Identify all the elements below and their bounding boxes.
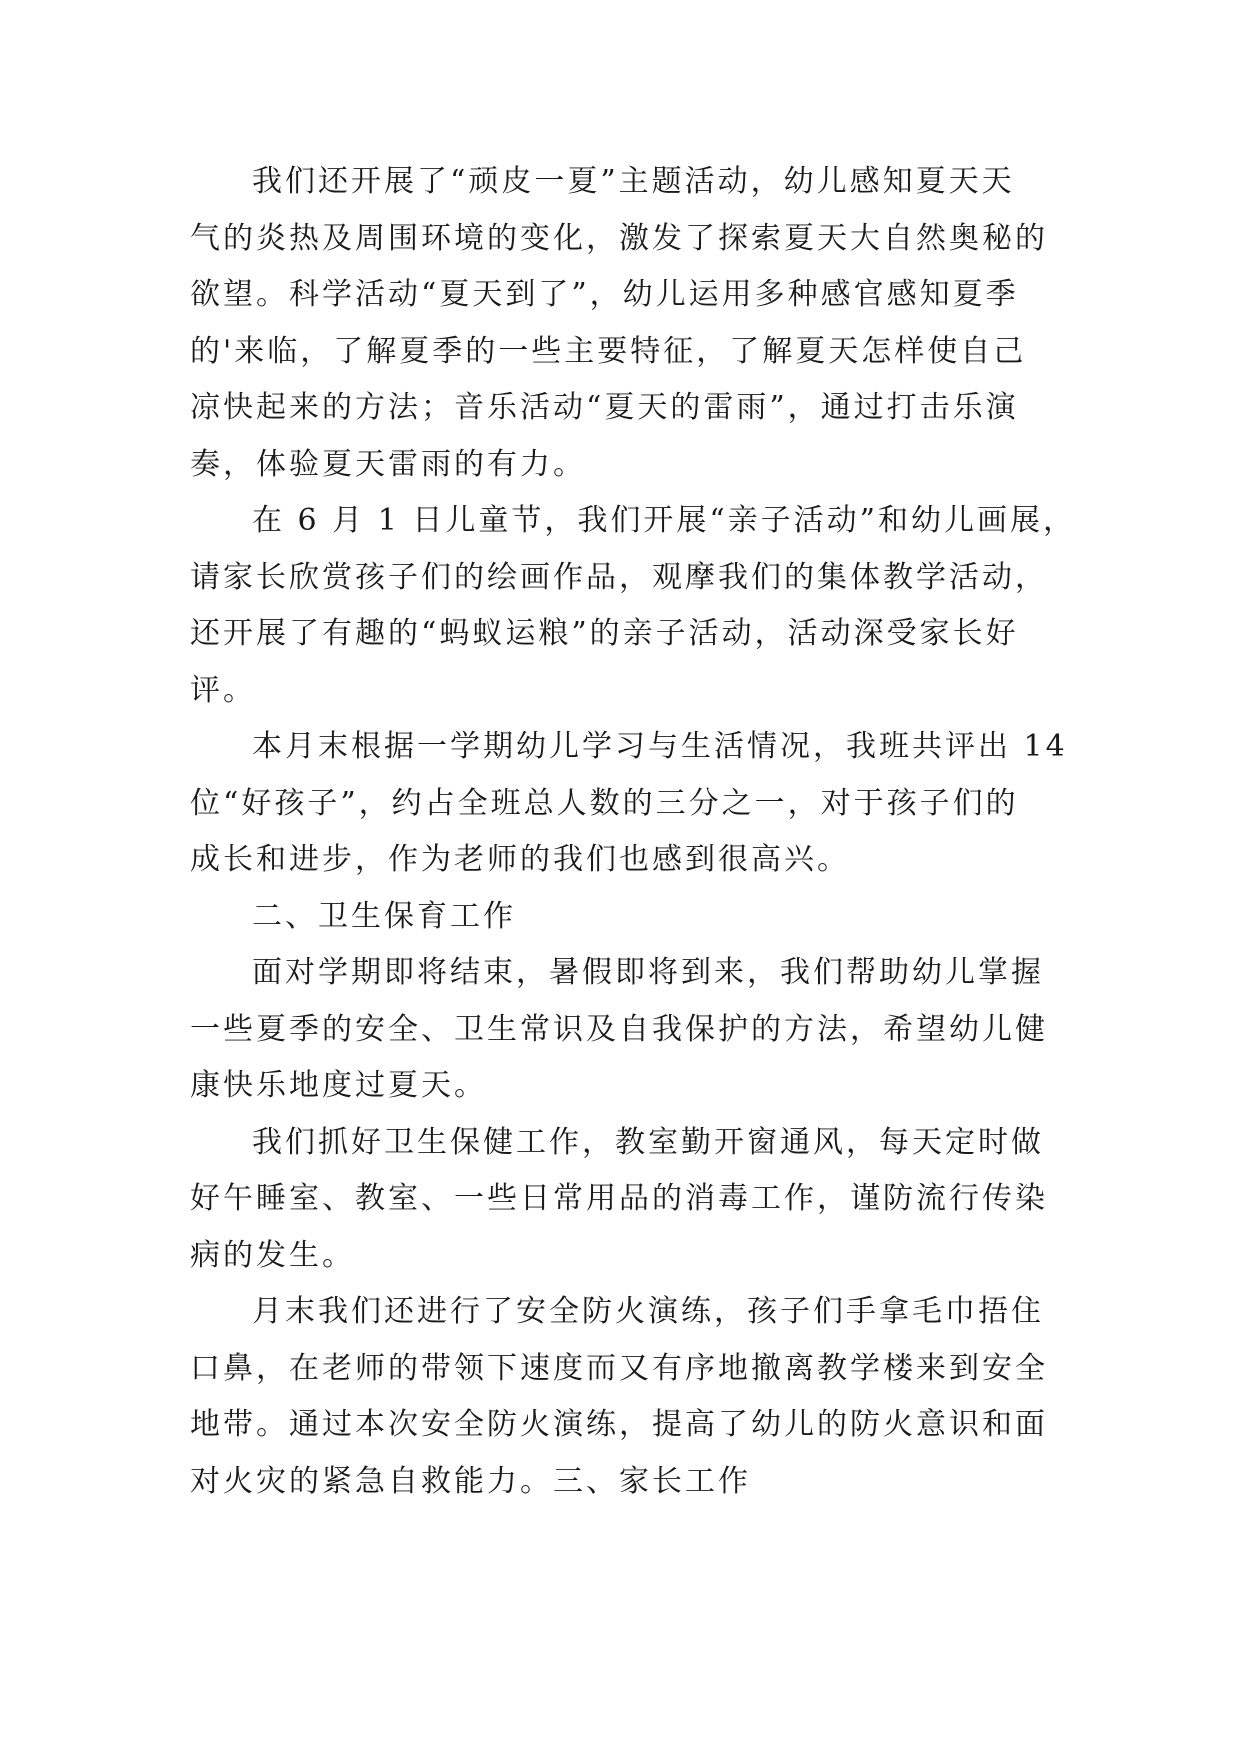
text-line: 奏，体验夏天雷雨的有力。 <box>190 446 586 482</box>
document-body <box>190 154 1076 1510</box>
text-line: 请家长欣赏孩子们的绘画作品，观摩我们的集体教学活动， <box>190 559 1048 595</box>
text-line: 我们还开展了“顽皮一夏”主题活动，幼儿感知夏天天 <box>252 164 1015 199</box>
text-line: 本月末根据一学期幼儿学习与生活情况，我班共评出 14 <box>252 729 1068 764</box>
text-line: 好午睡室、教室、一些日常用品的消毒工作，谨防流行传染 <box>190 1181 1048 1216</box>
text-line: 成长和进步，作为老师的我们也感到很高兴。 <box>190 842 850 877</box>
text-line: 对火灾的紧急自救能力。三、家长工作 <box>190 1463 751 1499</box>
text-line: 的'来临，了解夏季的一些主要特征，了解夏天怎样使自己 <box>190 333 1027 369</box>
text-line: 凉快起来的方法；音乐活动“夏天的雷雨”，通过打击乐演 <box>190 390 1019 425</box>
text-line: 气的炎热及周围环境的变化，激发了探索夏天大自然奥秘的 <box>190 220 1048 256</box>
text-line: 位“好孩子”，约占全班总人数的三分之一，对于孩子们的 <box>190 785 1019 821</box>
text-line: 口鼻，在老师的带领下速度而又有序地撤离教学楼来到安全 <box>190 1350 1048 1386</box>
text-line: 面对学期即将结束，暑假即将到来，我们帮助幼儿掌握 <box>252 955 1044 990</box>
text-line: 评。 <box>190 672 256 708</box>
text-line: 病的发生。 <box>190 1237 355 1273</box>
section-heading: 二、卫生保育工作 <box>252 898 516 934</box>
text-line: 地带。通过本次安全防火演练，提高了幼儿的防火意识和面 <box>190 1407 1048 1442</box>
text-line: 欲望。科学活动“夏天到了”，幼儿运用多种感官感知夏季 <box>190 277 1019 312</box>
text-line: 一些夏季的安全、卫生常识及自我保护的方法，希望幼儿健 <box>190 1011 1048 1047</box>
text-line: 我们抓好卫生保健工作，教室勤开窗通风，每天定时做 <box>252 1124 1044 1160</box>
text-line: 康快乐地度过夏天。 <box>190 1068 487 1103</box>
text-line: 月末我们还进行了安全防火演练，孩子们手拿毛巾捂住 <box>252 1294 1044 1329</box>
text-line: 还开展了有趣的“蚂蚁运粮”的亲子活动，活动深受家长好 <box>190 616 1019 651</box>
text-line: 在 6 月 1 日儿童节，我们开展“亲子活动”和幼儿画展， <box>252 503 1076 538</box>
